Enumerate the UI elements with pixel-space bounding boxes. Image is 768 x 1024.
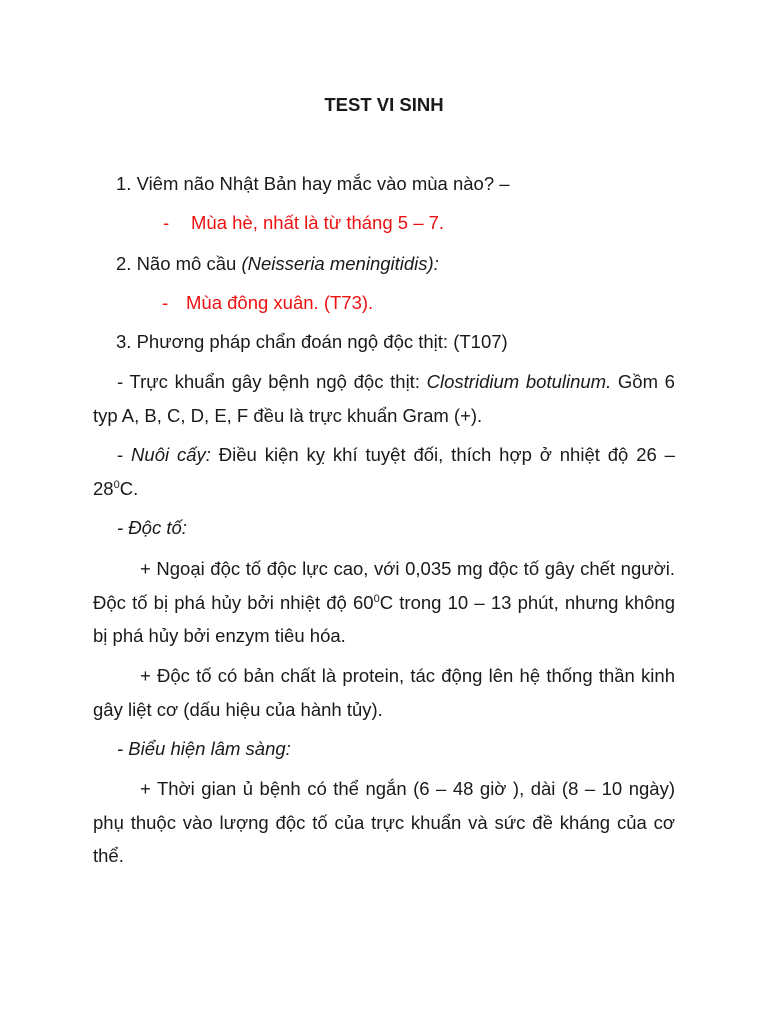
paragraph-bacterium-pre: - Trực khuẩn gây bệnh ngộ độc thịt: xyxy=(117,371,427,392)
paragraph-culture-end: C. xyxy=(119,477,139,499)
answer-2-text: Mùa đông xuân. (T73). xyxy=(186,292,374,313)
answer-1-dash: - xyxy=(163,212,170,233)
answer-1 xyxy=(163,212,444,234)
paragraph-culture-post: Điều kiện kỵ khí tuyệt đối, thích hợp ở nhiệt độ 26 – 28 xyxy=(93,444,675,499)
paragraph-incubation: + Thời gian ủ bệnh có thể ngắn (6 – 48 giờ ), dài (8 – 10 ngày) phụ thuộc vào lượng độc tố của trực khuẩn và sức đề kháng của cơ thể. xyxy=(93,778,675,866)
page-title: TEST VI SINH xyxy=(324,94,444,115)
paragraph-bacterium xyxy=(93,365,675,432)
answer-1-text: Mùa hè, nhất là từ tháng 5 – 7. xyxy=(191,212,445,233)
paragraph-protein: + Độc tố có bản chất là protein, tác động lên hệ thống thần kinh gây liệt cơ (dấu hiệu của hành tủy). xyxy=(93,665,675,720)
paragraph-exotoxin-post: C trong 10 – 13 phút, nhưng không bị phá hủy bởi enzym tiêu hóa. xyxy=(93,591,676,646)
degree-superscript: 0 xyxy=(113,478,120,491)
question-2-latin-name: (Neisseria meningitidis): xyxy=(241,253,439,274)
question-2-text: 2. Não mô cầu xyxy=(116,253,242,274)
question-2 xyxy=(116,253,439,275)
question-1: 1. Viêm não Nhật Bản hay mắc vào mùa nào? – xyxy=(116,173,510,194)
answer-2 xyxy=(162,292,373,314)
degree-superscript: 0 xyxy=(373,592,380,605)
paragraph-culture xyxy=(93,438,675,505)
toxin-heading xyxy=(93,511,675,545)
culture-label: Nuôi cấy: xyxy=(131,444,211,465)
clinical-heading-text: - Biểu hiện lâm sàng: xyxy=(117,738,291,759)
bacterium-name: Clostridium botulinum. xyxy=(426,371,612,392)
paragraph-bacterium-post: Gồm 6 typ A, B, C, D, E, F đều là trực khuẩn Gram (+). xyxy=(93,371,675,426)
question-3: 3. Phương pháp chẩn đoán ngộ độc thịt: (T107) xyxy=(116,331,508,352)
clinical-heading xyxy=(93,732,675,766)
toxin-heading-text: - Độc tố: xyxy=(117,517,187,538)
paragraph-exotoxin xyxy=(93,552,675,653)
paragraph-culture-pre: - xyxy=(117,444,132,465)
answer-2-dash: - xyxy=(162,292,169,313)
paragraph-exotoxin-pre: + Ngoại độc tố độc lực cao, với 0,035 mg độc tố gây chết người. Độc tố bị phá hủy bởi nhiệt độ 60 xyxy=(93,558,675,613)
